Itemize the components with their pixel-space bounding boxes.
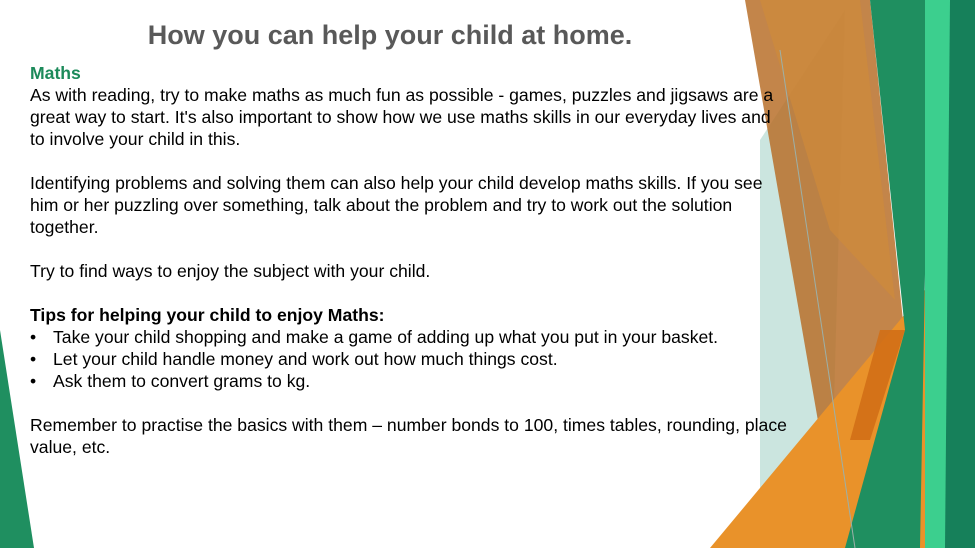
slide-content: [30, 62, 790, 458]
paragraph-enjoy: Try to find ways to enjoy the subject with your child.: [30, 261, 431, 281]
tip-item: • Let your child handle money and work out how much things cost.: [30, 348, 790, 370]
decor-dark-green-edge: [945, 0, 975, 548]
paragraph-closing: Remember to practise the basics with them – number bonds to 100, times tables, rounding, place value, etc.: [30, 415, 787, 457]
paragraph-intro: As with reading, try to make maths as much fun as possible - games, puzzles and jigsaws are a great way to start. It's also important to show how we use maths skills in our everyday lives and to involve your child in this.: [30, 85, 774, 149]
section-heading: Maths: [30, 63, 81, 83]
slide-title: How you can help your child at home.: [147, 20, 633, 50]
decor-left-green-triangle: [0, 330, 34, 548]
tip-item: • Ask them to convert grams to kg.: [30, 370, 790, 392]
tips-list: [30, 326, 790, 392]
tips-heading: Tips for helping your child to enjoy Maths:: [30, 305, 385, 325]
paragraph-problem-solving: Identifying problems and solving them can also help your child develop maths skills. If you see him or her puzzling over something, talk about the problem and try to work out the solution together.: [30, 173, 763, 237]
tip-item: • Take your child shopping and make a game of adding up what you put in your basket.: [30, 326, 790, 348]
